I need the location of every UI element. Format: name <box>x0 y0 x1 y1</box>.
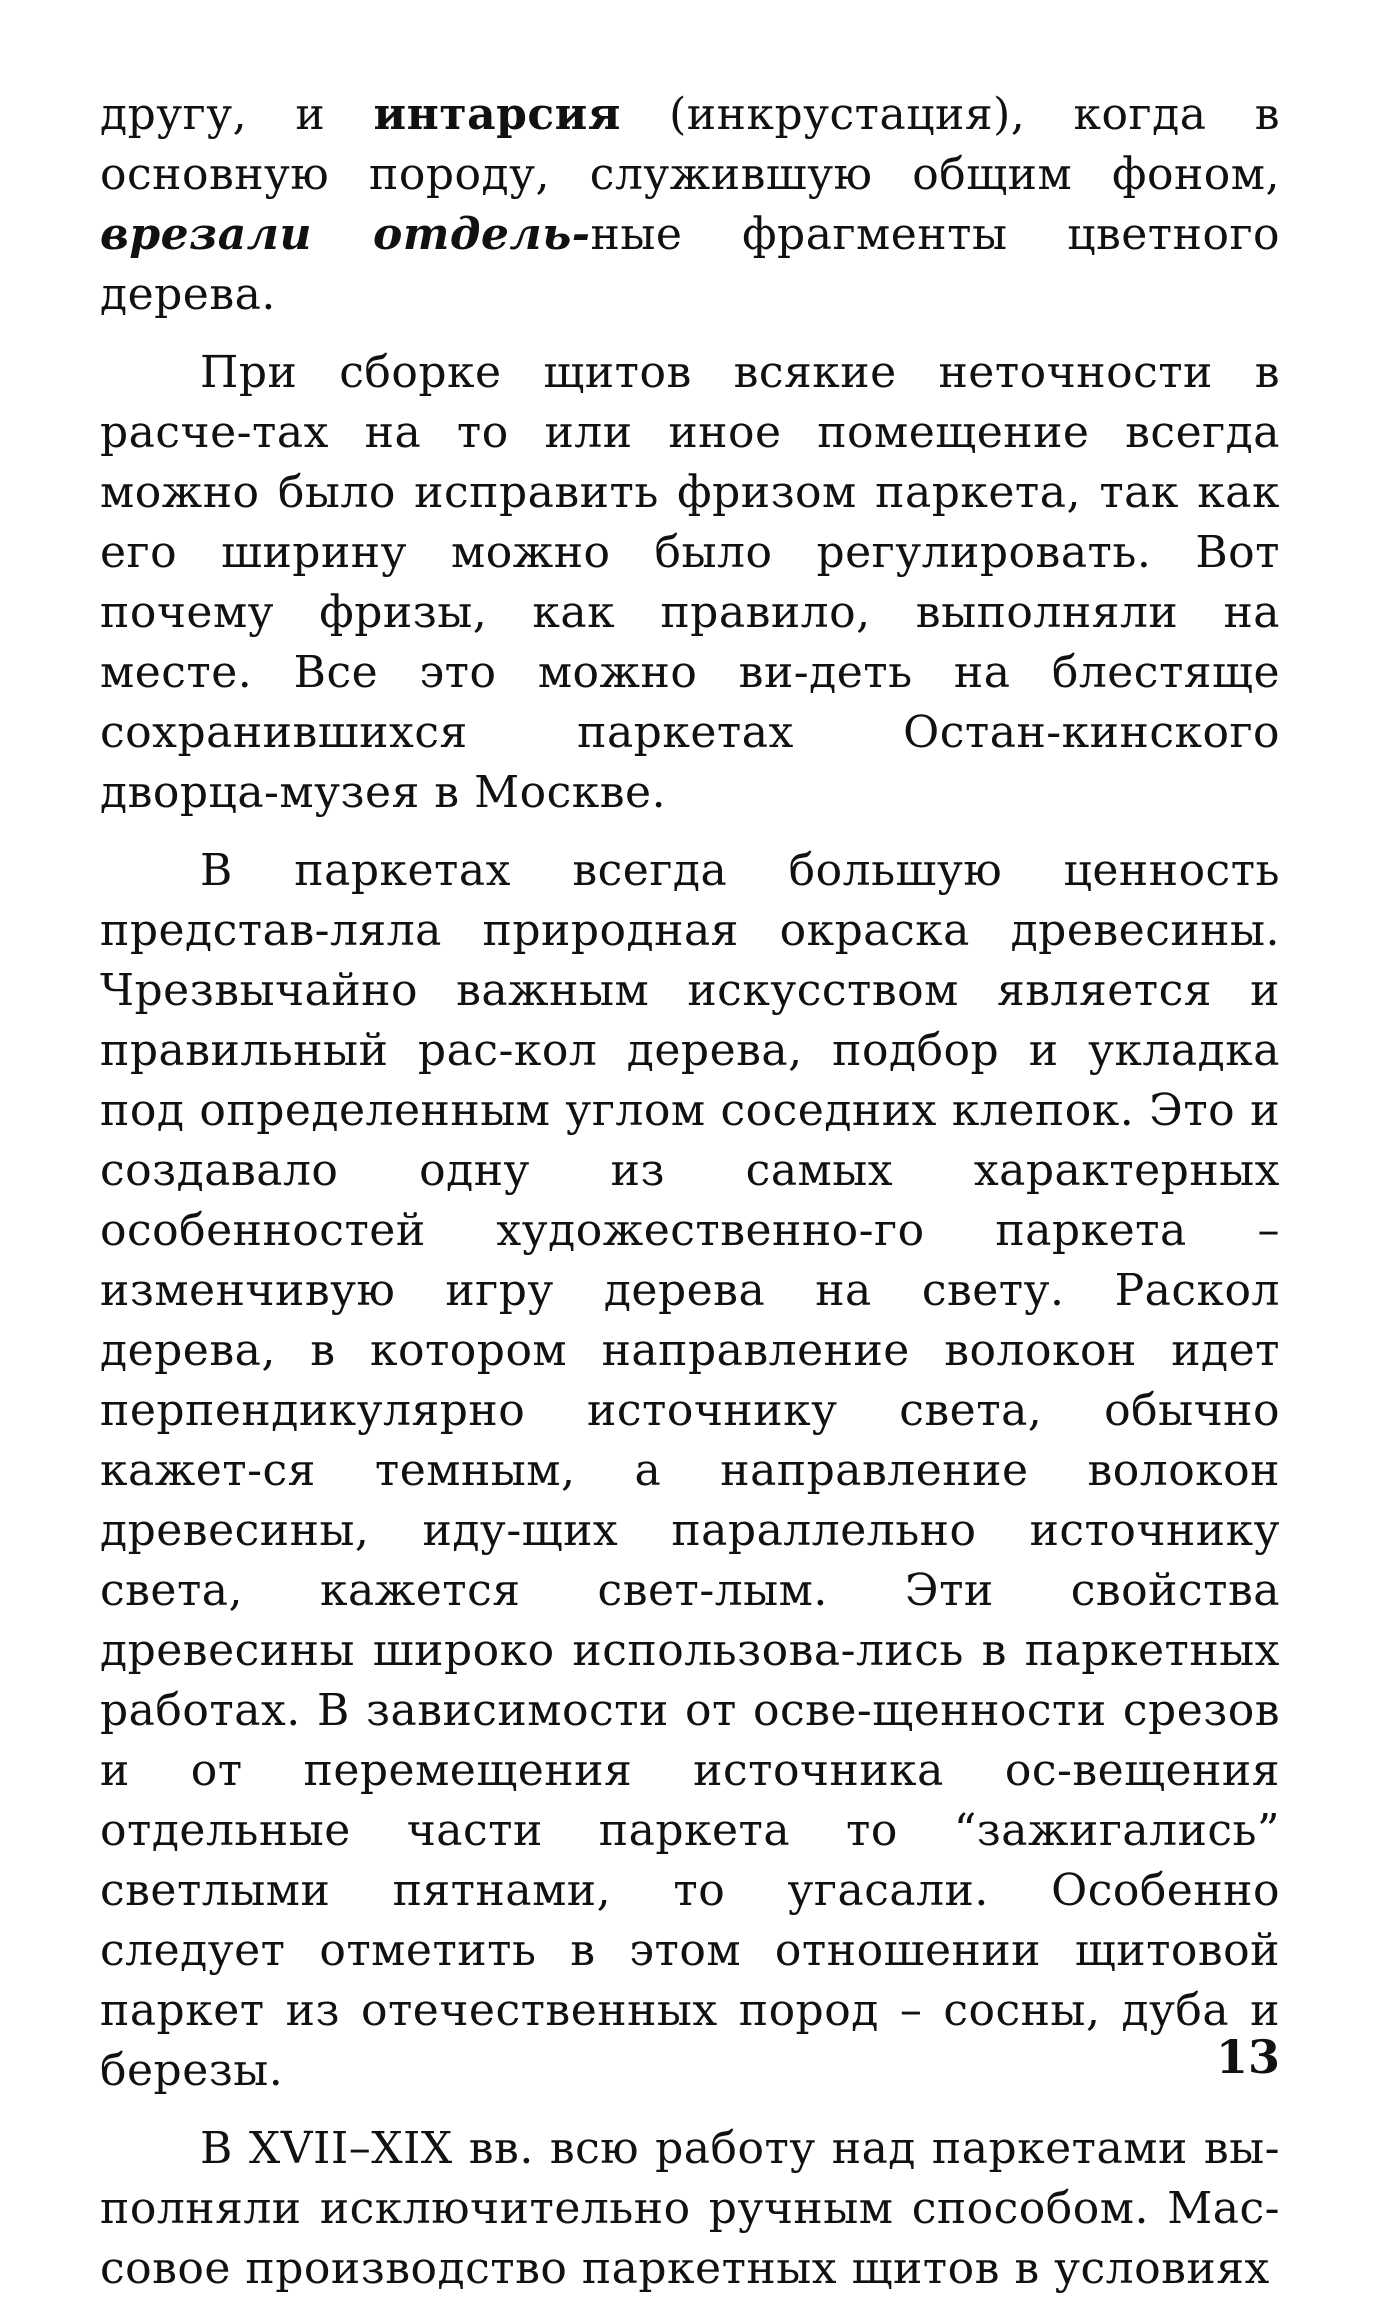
paragraph-4: В XVII–XIX вв. всю работу над паркетами вы-полняли исключительно ручным способом. Мас-совое производство паркетных щитов в условиях <box>100 2123 1280 2294</box>
paragraph-1 <box>100 85 1280 325</box>
paragraph-2: При сборке щитов всякие неточности в расче-тах на то или иное помещение всегда можно было исправить фризом паркета, так как его ширину можно было регулировать. Вот почему фризы, как правило, выполняли на месте. Все это можно ви-деть на блестяще сохранившихся паркетах Остан-кинского дворца-музея в Москве. <box>100 347 1280 818</box>
paragraph-1-text-c: ные фрагменты цветного дерева. <box>100 209 1280 320</box>
page-body <box>100 85 1280 2299</box>
emphasis-cut-in: врезали отдель- <box>100 209 591 260</box>
term-intarsia: интарсия <box>373 89 621 140</box>
paragraph-1-text-a: другу, и <box>100 89 374 140</box>
page-number: 13 <box>1215 2030 1280 2084</box>
paragraph-1-text-b: (инкрустация), когда в основную породу, служившую общим фоном, <box>100 89 1281 200</box>
paragraph-3: В паркетах всегда большую ценность представ-ляла природная окраска древесины. Чрезвычайно важным искусством является и правильный рас-кол дерева, подбор и укладка под определенным углом соседних клепок. Это и создавало одну из самых характерных особенностей художественно-го паркета – изменчивую игру дерева на свету. Раскол дерева, в котором направление волокон идет перпендикулярно источнику света, обычно кажет-ся темным, а направление волокон древесины, иду-щих параллельно источнику света, кажется свет-лым. Эти свойства древесины широко использова-лись в паркетных работах. В зависимости от осве-щенности срезов и от перемещения источника ос-вещения отдельные части паркета то “зажигались” светлыми пятнами, то угасали. Особенно следует отметить в этом отношении щитовой паркет из отечественных пород – сосны, дуба и березы. <box>100 845 1280 2096</box>
